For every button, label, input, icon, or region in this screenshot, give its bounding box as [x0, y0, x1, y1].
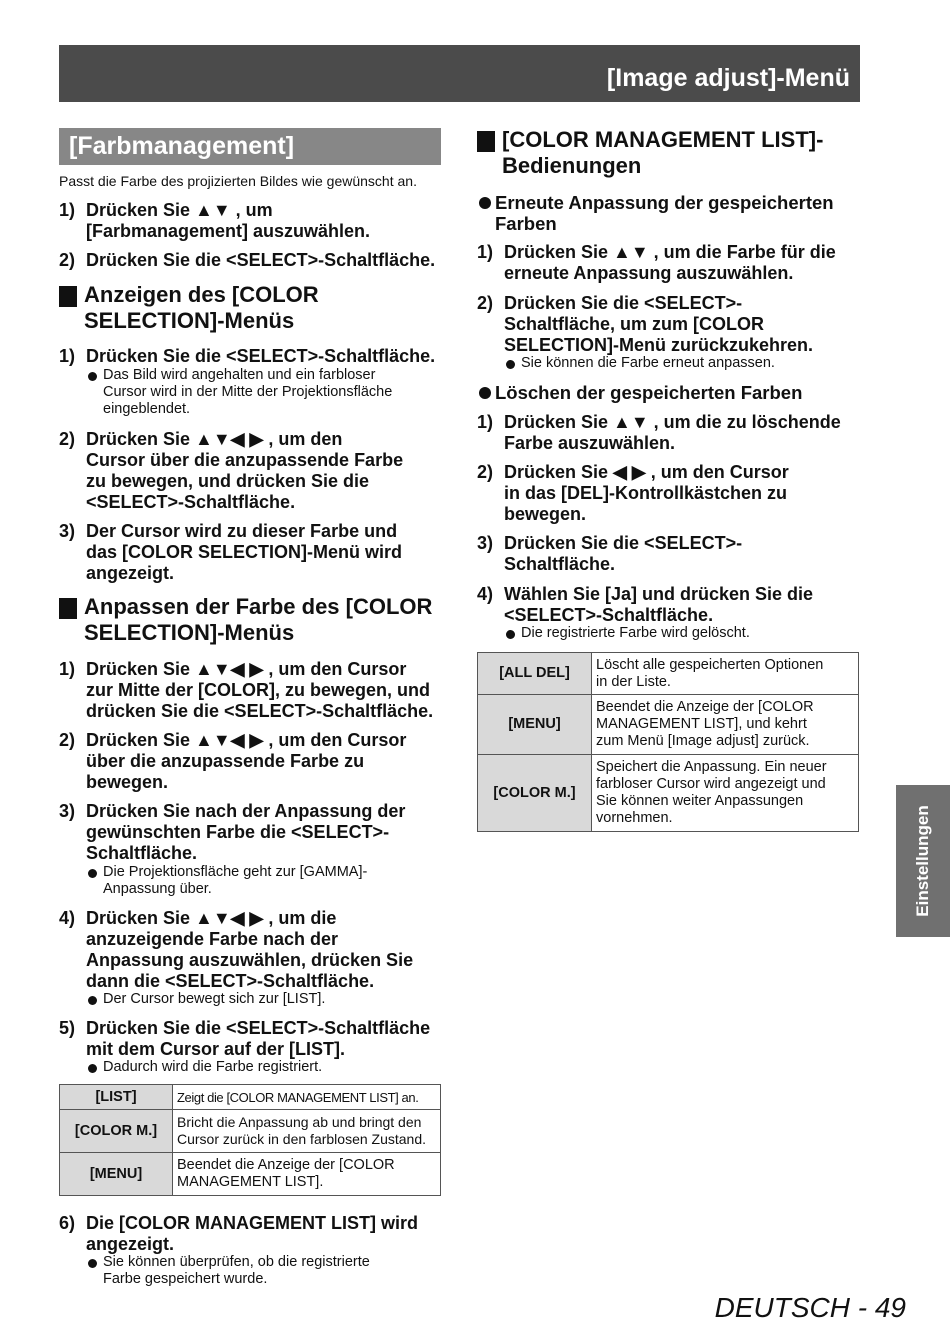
step-text: Drücken Sie ▲▼ , um die Farbe für die: [504, 242, 836, 262]
step-text: Drücken Sie ▲▼ , um: [86, 200, 273, 220]
step-text: Schaltfläche.: [86, 843, 198, 863]
square-bullet-icon: [477, 131, 495, 152]
bullet-dot-icon: [88, 996, 97, 1005]
table-row: [60, 1085, 441, 1110]
step-text: dann die <SELECT>-Schaltfläche.: [86, 971, 375, 991]
step-number: 1): [59, 200, 76, 220]
note-text: Dadurch wird die Farbe registriert.: [103, 1059, 323, 1075]
bullet-dot-icon: [479, 197, 491, 209]
step-text: in das [DEL]-Kontrollkästchen zu: [504, 483, 788, 503]
note-text: Sie können überprüfen, ob die registrierte: [103, 1254, 370, 1270]
step-text: das [COLOR SELECTION]-Menü wird: [86, 542, 403, 562]
step-text: gewünschten Farbe die <SELECT>-: [86, 822, 390, 842]
step-number: 2): [59, 250, 76, 270]
step-text: über die anzupassende Farbe zu: [86, 751, 365, 771]
table-key: [COLOR M.]: [60, 1110, 173, 1153]
subheading-text: Anpassen der Farbe des [COLOR: [84, 594, 433, 619]
bullet-dot-icon: [88, 1259, 97, 1268]
step-number: 3): [477, 533, 494, 553]
step-text: bewegen.: [86, 772, 169, 792]
bullet-heading-text: Erneute Anpassung der gespeicherten: [495, 192, 834, 213]
bullet-dot-icon: [88, 869, 97, 878]
options-table-right: [477, 652, 859, 832]
table-value-line: zum Menü [Image adjust] zurück.: [596, 733, 810, 749]
step-number: 1): [59, 659, 76, 679]
step-text: Cursor über die anzupassende Farbe: [86, 450, 404, 470]
table-value-line: Löscht alle gespeicherten Optionen: [596, 656, 824, 673]
square-bullet-icon: [59, 598, 77, 619]
table-key: [ALL DEL]: [478, 653, 592, 695]
note-text: eingeblendet.: [103, 401, 191, 417]
step-number: 1): [477, 242, 494, 262]
table-value-line: Beendet die Anzeige der [COLOR: [177, 1157, 395, 1173]
step-text: Drücken Sie ▲▼◀ ▶ , um den: [86, 429, 343, 449]
table-value: [592, 755, 859, 832]
note-text: Cursor wird in der Mitte der Projektionsfläche: [103, 384, 393, 400]
step-number: 1): [477, 412, 494, 432]
chapter-tab-label: Einstellungen: [913, 805, 932, 917]
table-row: [478, 695, 859, 755]
step-text: Drücken Sie die <SELECT>-Schaltfläche.: [86, 250, 436, 270]
step-text: Drücken Sie nach der Anpassung der: [86, 801, 406, 821]
step-text: angezeigt.: [86, 563, 175, 583]
subheading-text: [COLOR MANAGEMENT LIST]-: [502, 127, 824, 152]
step-text: Drücken Sie ▲▼◀ ▶ , um den Cursor: [86, 659, 407, 679]
table-value: [592, 653, 859, 695]
step-text: <SELECT>-Schaltfläche.: [86, 492, 296, 512]
note-text: Farbe gespeichert wurde.: [103, 1271, 268, 1287]
chapter-tab: [896, 785, 950, 937]
table-value-line: Sie können weiter Anpassungen: [596, 793, 804, 809]
note-text: Sie können die Farbe erneut anpassen.: [521, 355, 775, 371]
table-value: [592, 695, 859, 755]
step-text: Drücken Sie die <SELECT>-Schaltfläche: [86, 1018, 431, 1038]
step-text: zur Mitte der [COLOR], zu bewegen, und: [86, 680, 430, 700]
step-text: Drücken Sie ▲▼ , um die zu löschende: [504, 412, 841, 432]
step-text: Drücken Sie ▲▼◀ ▶ , um die: [86, 908, 337, 928]
table-key: [COLOR M.]: [478, 755, 592, 832]
table-value-line: MANAGEMENT LIST], und kehrt: [596, 716, 807, 732]
bullet-dot-icon: [88, 372, 97, 381]
step-number: 1): [59, 346, 76, 366]
step-number: 5): [59, 1018, 76, 1038]
table-value: [173, 1153, 441, 1196]
table-value-line: Beendet die Anzeige der [COLOR: [596, 699, 814, 715]
step-text: Anpassung auszuwählen, drücken Sie: [86, 950, 414, 970]
step-text: mit dem Cursor auf der [LIST].: [86, 1039, 346, 1059]
step-number: 2): [59, 429, 76, 449]
step-text: Der Cursor wird zu dieser Farbe und: [86, 521, 398, 541]
step-text: Drücken Sie ◀ ▶ , um den Cursor: [504, 462, 789, 482]
step-text: Die [COLOR MANAGEMENT LIST] wird: [86, 1213, 418, 1233]
note-text: Die Projektionsfläche geht zur [GAMMA]-: [103, 864, 368, 880]
subheading-text: SELECTION]-Menüs: [84, 308, 295, 333]
subheading-text: Bedienungen: [502, 153, 642, 178]
table-value-line: farbloser Cursor wird angezeigt und: [596, 776, 826, 792]
note-text: Das Bild wird angehalten und ein farbloser: [103, 367, 376, 383]
bullet-dot-icon: [506, 630, 515, 639]
step-number: 3): [59, 521, 76, 541]
table-value-line: vornehmen.: [596, 810, 673, 826]
subheading-text: Anzeigen des [COLOR: [84, 282, 319, 307]
step-text: angezeigt.: [86, 1234, 175, 1254]
step-text: anzuzeigende Farbe nach der: [86, 929, 339, 949]
page-footer: DEUTSCH - 49: [714, 1292, 906, 1323]
step-text: Schaltfläche.: [504, 554, 616, 574]
table-value-line: Speichert die Anpassung. Ein neuer: [596, 759, 827, 775]
header-title: [Image adjust]-Menü: [606, 64, 850, 92]
square-bullet-icon: [59, 286, 77, 307]
table-key: [MENU]: [60, 1153, 173, 1196]
step-text: zu bewegen, und drücken Sie die: [86, 471, 370, 491]
note-text: Die registrierte Farbe wird gelöscht.: [521, 625, 750, 641]
section-intro: Passt die Farbe des projizierten Bildes wie gewünscht an.: [59, 173, 417, 189]
step-number: 2): [477, 462, 494, 482]
step-number: 4): [59, 908, 76, 928]
table-value-line: Cursor zurück in den farblosen Zustand.: [177, 1131, 427, 1147]
section-title: [Farbmanagement]: [59, 128, 441, 165]
options-table-left: [59, 1084, 441, 1196]
table-value: [173, 1110, 441, 1153]
table-row: [60, 1110, 441, 1153]
page-header: [59, 45, 860, 102]
step-text: [Farbmanagement] auszuwählen.: [86, 221, 371, 241]
table-key: [MENU]: [478, 695, 592, 755]
step-text: Drücken Sie die <SELECT>-: [504, 533, 743, 553]
note-text: Der Cursor bewegt sich zur [LIST].: [103, 991, 326, 1007]
step-text: erneute Anpassung auszuwählen.: [504, 263, 794, 283]
table-value-line: Zeigt die [COLOR MANAGEMENT LIST] an.: [177, 1089, 419, 1105]
step-number: 6): [59, 1213, 76, 1233]
table-key: [LIST]: [60, 1085, 173, 1110]
step-number: 2): [59, 730, 76, 750]
note-text: Anpassung über.: [103, 881, 212, 897]
step-text: Drücken Sie die <SELECT>-: [504, 293, 743, 313]
bullet-heading-text: Löschen der gespeicherten Farben: [495, 382, 803, 403]
step-text: Schaltfläche, um zum [COLOR: [504, 314, 765, 334]
table-row: [478, 755, 859, 832]
bullet-dot-icon: [506, 360, 515, 369]
table-value-line: Bricht die Anpassung ab und bringt den: [177, 1114, 422, 1130]
table-value-line: MANAGEMENT LIST].: [177, 1174, 324, 1190]
step-number: 4): [477, 584, 494, 604]
step-text: drücken Sie die <SELECT>-Schaltfläche.: [86, 701, 434, 721]
step-text: Drücken Sie die <SELECT>-Schaltfläche.: [86, 346, 436, 366]
step-text: bewegen.: [504, 504, 587, 524]
table-value-line: in der Liste.: [596, 673, 671, 690]
table-value: [173, 1085, 441, 1110]
step-text: SELECTION]-Menü zurückzukehren.: [504, 335, 814, 355]
bullet-heading-text: Farben: [495, 213, 557, 234]
subheading-text: SELECTION]-Menüs: [84, 620, 295, 645]
bullet-dot-icon: [479, 387, 491, 399]
step-number: 3): [59, 801, 76, 821]
table-row: [60, 1153, 441, 1196]
step-text: Wählen Sie [Ja] und drücken Sie die: [504, 584, 814, 604]
bullet-dot-icon: [88, 1064, 97, 1073]
table-row: [478, 653, 859, 695]
step-text: <SELECT>-Schaltfläche.: [504, 605, 714, 625]
step-text: Drücken Sie ▲▼◀ ▶ , um den Cursor: [86, 730, 407, 750]
step-text: Farbe auszuwählen.: [504, 433, 676, 453]
step-number: 2): [477, 293, 494, 313]
